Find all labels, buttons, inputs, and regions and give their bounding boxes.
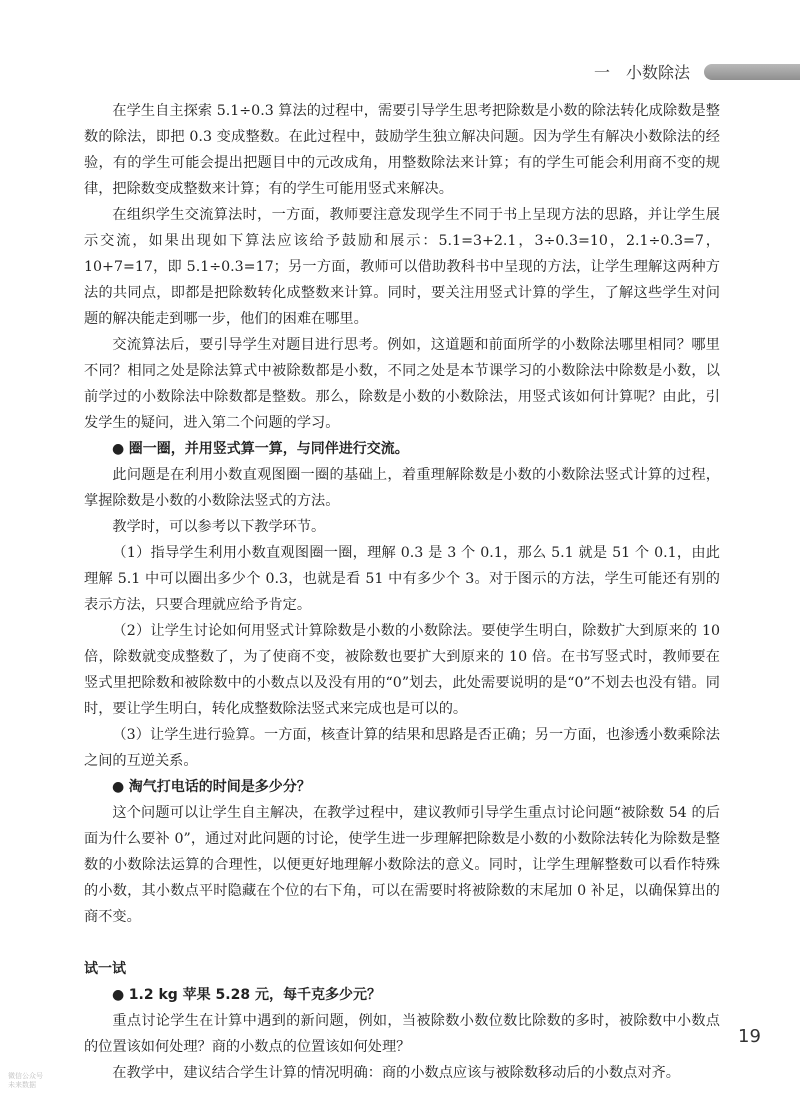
paragraph-share-algorithm: 在组织学生交流算法时，一方面，教师要注意发现学生不同于书上呈现方法的思路，并让学生展示交流，如果出现如下算法应该给予鼓励和展示：5.1=3+2.1，3÷0.3=10，2.1÷0.3=7，10+7=17，即 5.1÷0.3=17；另一方面，教师可以借助教科书中呈现的方法，让学生理解这两种方法的共同点，即都是把除数转化成整数来计算。同时，要关注用竖式计算的学生，了解这些学生对问题的解决能走到哪一步，他们的困难在哪里。	[84, 207, 720, 327]
bullet-text: 1.2 kg 苹果 5.28 元，每千克多少元？	[128, 987, 381, 1003]
paragraph-phone-call-discussion: 这个问题可以让学生自主解决，在教学过程中，建议教师引导学生重点讨论问题“被除数 54 的后面为什么要补 0”，通过对此问题的讨论，使学生进一步理解把除数是小数的小数除法转化为除数是整数的小数除法运算的合理性，以便更好地理解小数除法的意义。同时，让学生理解整数可以看作特殊的小数，其小数点平时隐藏在个位的右下角，可以在需要时将被除数的末尾加 0 补足，以确保算出的商不变。	[84, 805, 720, 925]
bullet-dot-icon: ●	[112, 441, 125, 457]
paragraph-step-1: （1）指导学生利用小数直观图圈一圈，理解 0.3 是 3 个 0.1，那么 5.1 就是 51 个 0.1，由此理解 5.1 中可以圈出多少个 0.3，也就是看 51 中有多少个 3。对于图示的方法，学生可能还有别的表示方法，只要合理就应给予肯定。	[84, 545, 720, 613]
paragraph-step-2: （2）让学生讨论如何用竖式计算除数是小数的小数除法。要使学生明白，除数扩大到原来的 10 倍，除数就变成整数了，为了使商不变，被除数也要扩大到原来的 10 倍。在书写竖式时，教师要在竖式里把除数和被除数中的小数点以及没有用的“0”划去，此处需要说明的是“0”不划去也没有错。同时，要让学生明白，转化成整数除法竖式来完成也是可以的。	[84, 623, 720, 717]
header-decoration-bar	[704, 64, 800, 80]
paragraph-decimal-point-discussion: 重点讨论学生在计算中遇到的新问题，例如，当被除数小数位数比除数的多时，被除数中小数点的位置该如何处理？商的小数点的位置该如何处理？	[84, 1013, 720, 1055]
paragraph-step-3: （3）让学生进行验算。一方面，核查计算的结果和思路是否正确；另一方面，也渗透小数乘除法之间的互逆关系。	[84, 727, 720, 769]
section-title-try: 试一试	[84, 961, 126, 977]
watermark	[8, 1072, 43, 1090]
bullet-text: 圈一圈，并用竖式算一算，与同伴进行交流。	[128, 441, 409, 457]
paragraph-explore-algorithm: 在学生自主探索 5.1÷0.3 算法的过程中，需要引导学生思考把除数是小数的除法转化成除数是整数的除法，即把 0.3 变成整数。在此过程中，鼓励学生独立解决问题。因为学生有解决小数除法的经验，有的学生可能会提出把题目中的元改成角，用整数除法来计算；有的学生可能会利用商不变的规律，把除数变成整数来计算；有的学生可能用竖式来解决。	[84, 103, 720, 197]
page-content	[84, 98, 720, 1086]
paragraph-decimal-point-alignment: 在教学中，建议结合学生计算的情况明确：商的小数点应该与被除数移动后的小数点对齐。	[112, 1065, 680, 1081]
bullet-dot-icon: ●	[112, 779, 125, 795]
chapter-title: 一 小数除法	[593, 63, 690, 82]
paragraph-teaching-steps-intro: 教学时，可以参考以下教学环节。	[112, 519, 326, 535]
paragraph-problem-focus: 此问题是在利用小数直观图圈一圈的基础上，着重理解除数是小数的小数除法竖式计算的过程，掌握除数是小数的小数除法竖式的方法。	[84, 467, 720, 509]
bullet-phone-call-time	[84, 774, 720, 800]
paragraph-reflect-question: 交流算法后，要引导学生对题目进行思考。例如，这道题和前面所学的小数除法哪里相同？哪里不同？相同之处是除法算式中被除数都是小数，不同之处是本节课学习的小数除法中除数是小数，以前学过的小数除法中除数都是整数。那么，除数是小数的小数除法，用竖式该如何计算呢？由此，引发学生的疑问，进入第二个问题的学习。	[84, 337, 720, 431]
bullet-dot-icon: ●	[112, 987, 125, 1003]
bullet-text: 淘气打电话的时间是多少分？	[128, 779, 311, 795]
bullet-apple-price	[84, 982, 720, 1008]
watermark-line-2: 未来数据	[8, 1081, 36, 1089]
page-header	[0, 58, 800, 88]
page-number: 19	[738, 1026, 761, 1047]
bullet-circle-and-compute	[84, 436, 720, 462]
watermark-line-1: 微信公众号	[8, 1072, 43, 1080]
